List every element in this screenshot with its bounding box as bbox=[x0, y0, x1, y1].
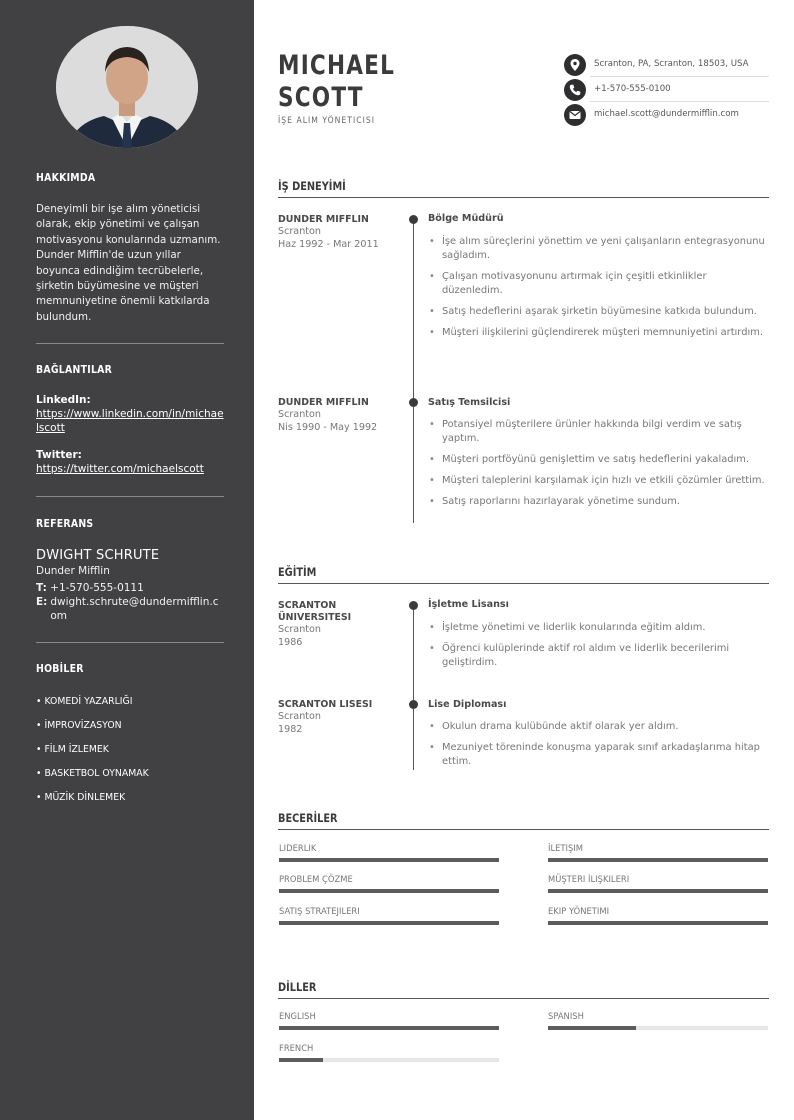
bullet-item: • Müşteri portföyünü genişlettim ve satış hedeflerini yakaladım. bbox=[428, 453, 768, 467]
school-name: SCRANTON LISESI bbox=[278, 699, 373, 710]
reference-section bbox=[36, 517, 224, 623]
skill-item bbox=[279, 906, 499, 925]
about-text: Deneyimli bir işe alım yöneticisi olarak, ekip yönetimi ve çalışan motivasyonu konularında uzmanım. Dunder Mifflin'de uzun yıllar boyunca edindiğim tecrübelerle, şirketin büyümesine ve müşteri memnuniyetine önemli katkılarda bulundum. bbox=[36, 203, 221, 323]
role-title: Satış Temsilcisi bbox=[428, 397, 511, 408]
hobby-item: • BASKETBOL OYNAMAK bbox=[36, 768, 149, 779]
timeline-dot bbox=[409, 700, 418, 709]
divider bbox=[36, 343, 224, 344]
twitter-link[interactable]: https://twitter.com/michaelscott bbox=[36, 463, 204, 475]
bullet-item: • Öğrenci kulüplerinde aktif rol aldım ve liderlik becerilerimi geliştirdim. bbox=[428, 642, 768, 670]
language-bar bbox=[279, 1058, 499, 1062]
role-title: Bölge Müdürü bbox=[428, 213, 504, 224]
timeline-dot bbox=[409, 215, 418, 224]
hobby-item: • KOMEDİ YAZARLIĞI bbox=[36, 696, 133, 707]
skill-label: MÜŞTERI İLIŞKILERI bbox=[548, 874, 630, 884]
links-section bbox=[36, 363, 224, 476]
skill-label: LIDERLIK bbox=[279, 843, 317, 853]
reference-company: Dunder Mifflin bbox=[36, 565, 110, 577]
contact-address bbox=[563, 52, 769, 78]
skill-label: İLETIŞIM bbox=[548, 843, 584, 853]
twitter-label: Twitter: bbox=[36, 449, 82, 461]
language-bar-fill bbox=[548, 1026, 636, 1030]
hobbies-section bbox=[36, 662, 224, 816]
skill-bar-fill bbox=[548, 889, 768, 893]
bullet-item: • İşletme yönetimi ve liderlik konularında eğitim aldım. bbox=[428, 621, 768, 635]
language-label: ENGLISH bbox=[279, 1011, 316, 1021]
company-name: DUNDER MIFFLIN bbox=[278, 214, 369, 225]
divider bbox=[36, 642, 224, 643]
reference-phone-label: T: bbox=[36, 582, 47, 594]
skill-item bbox=[548, 843, 768, 862]
entry-year: 1986 bbox=[278, 636, 303, 648]
email-text: michael.scott@dundermifflin.com bbox=[594, 109, 739, 119]
timeline-dot bbox=[409, 398, 418, 407]
language-bar-fill bbox=[279, 1058, 323, 1062]
divider bbox=[36, 496, 224, 497]
location-icon bbox=[564, 54, 586, 76]
entry-year: 1982 bbox=[278, 723, 303, 735]
timeline-line bbox=[413, 217, 414, 523]
skill-item bbox=[279, 874, 499, 893]
bullet-item: • Müşteri taleplerini karşılamak için hızlı ve etkili çözümler ürettim. bbox=[428, 474, 768, 488]
languages-heading: DİLLER bbox=[278, 980, 317, 994]
avatar-image bbox=[56, 26, 198, 148]
entry-location: Scranton bbox=[278, 226, 321, 237]
about-section bbox=[36, 171, 224, 325]
education-entry-meta bbox=[278, 699, 403, 736]
contact-phone bbox=[563, 77, 769, 103]
education-bullets bbox=[428, 621, 768, 677]
skill-bar bbox=[279, 921, 499, 925]
job-title: İŞE ALIM YÖNETICISI bbox=[278, 116, 376, 126]
first-name: MICHAEL bbox=[278, 50, 396, 81]
experience-bullets bbox=[428, 418, 768, 516]
language-label: SPANISH bbox=[548, 1011, 584, 1021]
skill-label: SATIŞ STRATEJILERI bbox=[279, 906, 360, 916]
skill-bar bbox=[279, 889, 499, 893]
phone-icon bbox=[564, 79, 586, 101]
entry-location: Scranton bbox=[278, 409, 321, 420]
degree-title: Lise Diploması bbox=[428, 699, 507, 710]
skill-item bbox=[279, 843, 499, 862]
reference-email bbox=[36, 595, 224, 623]
skill-label: PROBLEM ÇÖZME bbox=[279, 874, 353, 884]
skill-bar-fill bbox=[279, 858, 499, 862]
education-entry-meta bbox=[278, 600, 403, 649]
bullet-item: • Satış hedeflerini aşarak şirketin büyümesine katkıda bulundum. bbox=[428, 305, 768, 319]
reference-phone bbox=[36, 581, 224, 595]
bullet-item: • Okulun drama kulübünde aktif olarak yer aldım. bbox=[428, 720, 768, 734]
language-bar bbox=[548, 1026, 768, 1030]
last-name: SCOTT bbox=[278, 82, 364, 113]
reference-phone-value: +1-570-555-0111 bbox=[50, 582, 144, 594]
reference-email-value: dwight.schrute@dundermifflin.com bbox=[50, 596, 219, 622]
reference-email-label: E: bbox=[36, 596, 48, 608]
skill-bar-fill bbox=[548, 921, 768, 925]
linkedin-link[interactable]: https://www.linkedin.com/in/michaelscott bbox=[36, 408, 224, 434]
section-rule bbox=[278, 197, 769, 198]
hobbies-heading: HOBİLER bbox=[36, 662, 84, 675]
skill-bar-fill bbox=[279, 889, 499, 893]
section-rule bbox=[278, 583, 769, 584]
email-icon bbox=[564, 104, 586, 126]
entry-location: Scranton bbox=[278, 624, 321, 635]
language-bar bbox=[279, 1026, 499, 1030]
skills-heading: BECERİLER bbox=[278, 811, 338, 825]
hobby-item: • İMPROVİZASYON bbox=[36, 720, 122, 731]
section-rule bbox=[278, 998, 769, 999]
hobbies-list bbox=[36, 696, 224, 816]
experience-entry-meta bbox=[278, 397, 403, 434]
sidebar bbox=[0, 0, 254, 1120]
contact-email bbox=[563, 102, 769, 128]
education-bullets bbox=[428, 720, 768, 776]
school-name: SCRANTON ÜNIVERSITESI bbox=[278, 600, 352, 623]
timeline-line bbox=[413, 603, 414, 770]
profile-photo bbox=[56, 26, 198, 148]
language-label: FRENCH bbox=[279, 1043, 314, 1053]
entry-dates: Nis 1990 - May 1992 bbox=[278, 421, 378, 433]
skill-bar bbox=[548, 889, 768, 893]
skill-bar bbox=[548, 858, 768, 862]
language-item bbox=[279, 1011, 499, 1030]
experience-entry-meta bbox=[278, 214, 403, 251]
skill-bar bbox=[548, 921, 768, 925]
entry-location: Scranton bbox=[278, 711, 321, 722]
experience-bullets bbox=[428, 235, 768, 347]
reference-name: DWIGHT SCHRUTE bbox=[36, 548, 160, 563]
entry-dates: Haz 1992 - Mar 2011 bbox=[278, 238, 379, 250]
skill-item bbox=[548, 874, 768, 893]
bullet-item: • Müşteri ilişkilerini güçlendirerek müşteri memnuniyetini artırdım. bbox=[428, 326, 768, 340]
skill-bar-fill bbox=[548, 858, 768, 862]
hobby-item: • MÜZİK DİNLEMEK bbox=[36, 792, 126, 803]
language-item bbox=[279, 1043, 499, 1062]
linkedin-label: LinkedIn: bbox=[36, 394, 91, 406]
skill-bar-fill bbox=[279, 921, 499, 925]
company-name: DUNDER MIFFLIN bbox=[278, 397, 369, 408]
bullet-item: • Satış raporlarını hazırlayarak yönetime sundum. bbox=[428, 495, 768, 509]
education-heading: EĞİTİM bbox=[278, 565, 317, 579]
hobby-item: • FİLM İZLEMEK bbox=[36, 744, 109, 755]
timeline-dot bbox=[409, 601, 418, 610]
skill-bar bbox=[279, 858, 499, 862]
phone-text: +1-570-555-0100 bbox=[594, 84, 671, 94]
about-heading: HAKKIMDA bbox=[36, 171, 96, 184]
language-bar-fill bbox=[279, 1026, 499, 1030]
skill-item bbox=[548, 906, 768, 925]
full-name bbox=[278, 50, 395, 114]
language-item bbox=[548, 1011, 768, 1030]
links-heading: BAĞLANTILAR bbox=[36, 363, 113, 376]
bullet-item: • Mezuniyet töreninde konuşma yaparak sınıf arkadaşlarıma hitap ettim. bbox=[428, 741, 768, 769]
experience-heading: İŞ DENEYİMİ bbox=[278, 179, 346, 193]
bullet-item: • Potansiyel müşterilere ürünler hakkında bilgi verdim ve satış yaptım. bbox=[428, 418, 768, 446]
skill-label: EKIP YÖNETIMI bbox=[548, 906, 610, 916]
bullet-item: • İşe alım süreçlerini yönettim ve yeni çalışanların entegrasyonunu sağladım. bbox=[428, 235, 768, 263]
degree-title: İşletme Lisansı bbox=[428, 599, 509, 610]
address-text: Scranton, PA, Scranton, 18503, USA bbox=[594, 59, 749, 69]
reference-heading: REFERANS bbox=[36, 517, 94, 530]
bullet-item: • Çalışan motivasyonunu artırmak için çeşitli etkinlikler düzenledim. bbox=[428, 270, 768, 298]
section-rule bbox=[278, 829, 769, 830]
